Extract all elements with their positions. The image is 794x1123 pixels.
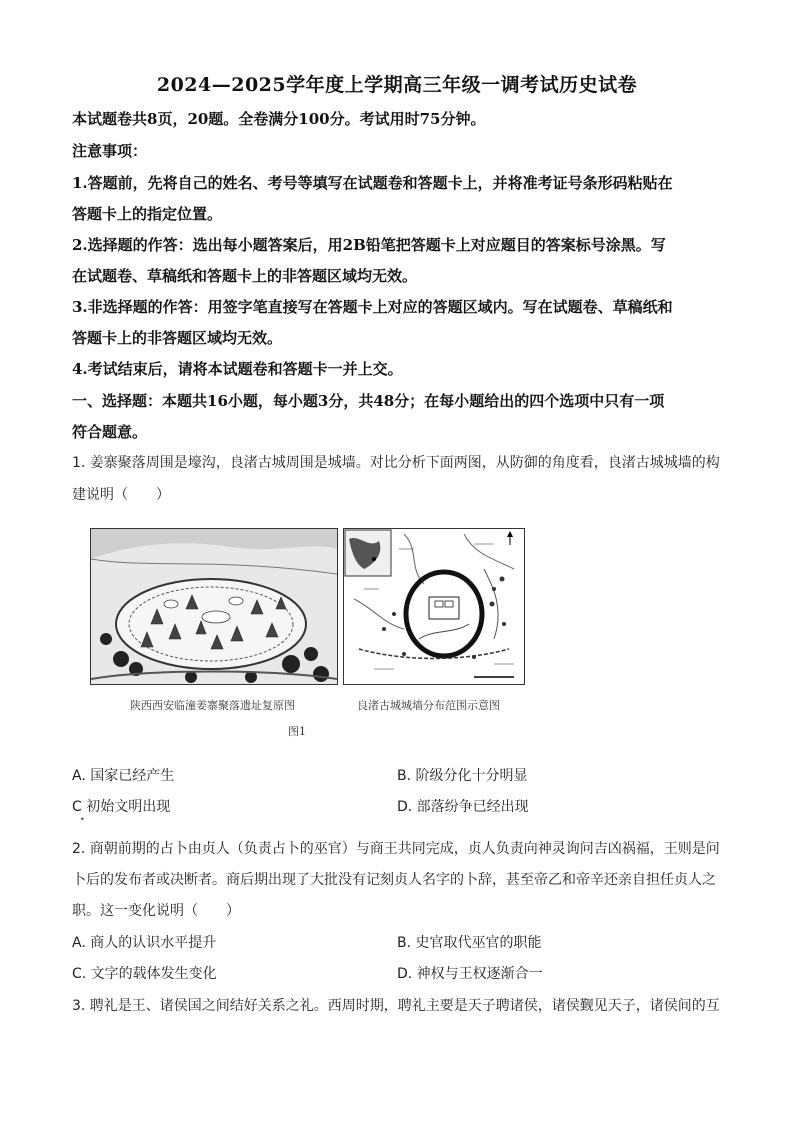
stray-dot: •: [80, 815, 85, 824]
q3-line1: 3. 聘礼是王、诸侯国之间结好关系之礼。西周时期，聘礼主要是天子聘诸侯，诸侯觐见天子，诸侯间的互: [72, 998, 720, 1014]
fig-left-caption: 陕西西安临潼姜寨聚落遗址复原图: [130, 699, 295, 712]
q1-option-a: A. 国家已经产生: [72, 768, 175, 784]
q2-option-a: A. 商人的认识水平提升: [72, 935, 217, 951]
q2-line1: 2. 商朝前期的占卜由贞人（负责占卜的巫官）与商王共同完成，贞人负责向神灵询问吉凶祸福，王则是问: [72, 841, 720, 857]
notice-2a: 2.选择题的作答：选出每小题答案后，用2B铅笔把答题卡上对应题目的答案标号涂黑。写: [72, 236, 666, 254]
notice-1a: 1.答题前，先将自己的姓名、考号等填写在试题卷和答题卡上，并将准考证号条形码粘贴在: [72, 174, 673, 192]
q1-option-b: B. 阶级分化十分明显: [397, 768, 528, 784]
liangzhu-wall-map: [344, 529, 524, 684]
page-title: 2024—2025学年度上学期高三年级一调考试历史试卷: [156, 74, 638, 96]
q1-option-c: C 初始文明出现: [72, 799, 171, 815]
intro-line: 本试题卷共8页，20题。全卷满分100分。考试用时75分钟。: [72, 110, 486, 128]
notice-4: 4.考试结束后，请将本试题卷和答题卡一并上交。: [72, 360, 403, 378]
q1-line2: 建说明（ ）: [72, 487, 170, 503]
notice-heading: 注意事项：: [72, 142, 148, 160]
fig-right-caption: 良渚古城城墙分布范围示意图: [357, 699, 500, 712]
q2-option-b: B. 史官取代巫官的职能: [397, 935, 542, 951]
section1-line1: 一、选择题：本题共16小题，每小题3分，共48分；在每小题给出的四个选项中只有一项: [72, 392, 665, 410]
jiangzhai-settlement-drawing: [91, 529, 337, 684]
q2-line2: 卜后的发布者或决断者。商后期出现了大批没有记刻贞人名字的卜辞，甚至帝乙和帝辛还亲自担任贞人之: [72, 872, 716, 888]
q2-option-c: C. 文字的载体发生变化: [72, 966, 217, 982]
jiangzhai-settlement-figure: [90, 528, 338, 685]
figure-label: 图1: [288, 725, 306, 738]
liangzhu-wall-map-figure: [343, 528, 525, 685]
notice-3b: 答题卡上的非答题区域均无效。: [72, 329, 283, 347]
notice-1b: 答题卡上的指定位置。: [72, 205, 223, 223]
section1-line2: 符合题意。: [72, 423, 148, 441]
notice-2b: 在试题卷、草稿纸和答题卡上的非答题区域均无效。: [72, 267, 418, 285]
q2-line3: 职。这一变化说明（ ）: [72, 903, 240, 919]
notice-3a: 3.非选择题的作答：用签字笔直接写在答题卡上对应的答题区域内。写在试题卷、草稿纸和: [72, 298, 673, 316]
q1-line1: 1. 姜寨聚落周围是壕沟，良渚古城周围是城墙。对比分析下面两图，从防御的角度看，良渚古城城墙的构: [72, 455, 720, 471]
q2-option-d: D. 神权与王权逐渐合一: [397, 966, 543, 982]
q1-option-d: D. 部落纷争已经出现: [397, 799, 529, 815]
